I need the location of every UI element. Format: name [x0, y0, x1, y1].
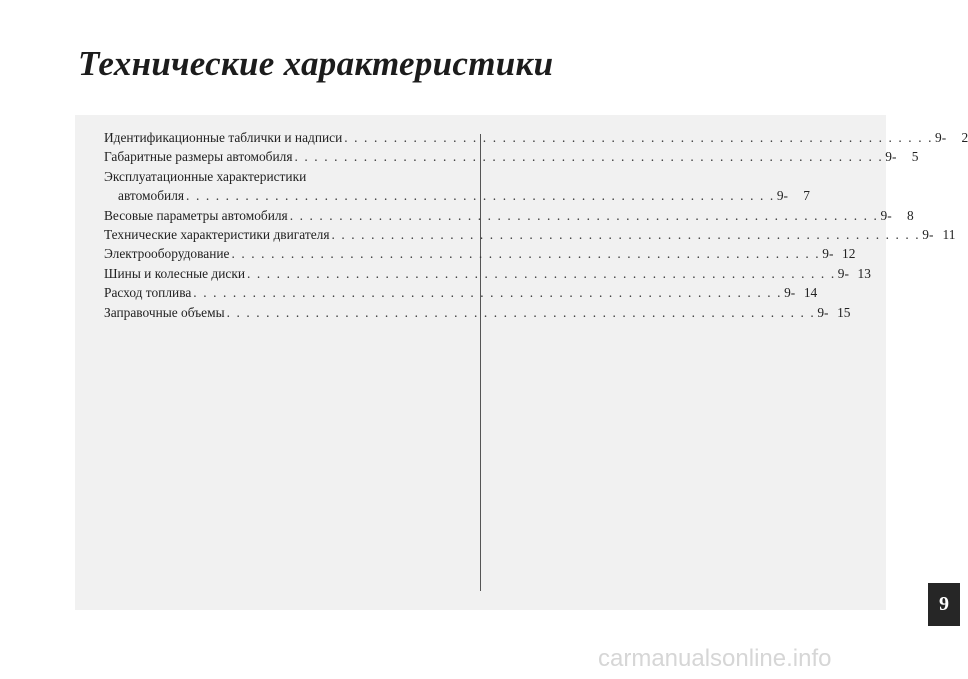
watermark: carmanualsonline.info: [598, 645, 832, 672]
toc-entry-chapter: 9-: [817, 304, 829, 320]
toc-entry-page: 8: [906, 207, 914, 223]
toc-entry-text: Расход топлива: [104, 285, 192, 301]
toc-entry-text: Заправочные объемы: [104, 304, 225, 320]
toc-entry-page: 5: [911, 149, 919, 165]
toc-entry-engine-specs[interactable]: [104, 225, 956, 244]
toc-dot-leader: . . . . . . . . . . . . . . . . . . . . . . . . . . . . . . . . . . . . . . . . . . . . . . . . . . . . . . . . . . . .: [186, 188, 775, 204]
toc-entry-performance[interactable]: [104, 186, 810, 205]
toc-entry-page: 11: [942, 227, 956, 243]
toc-entry-chapter: 9-: [885, 149, 897, 165]
toc-entry-tires-wheels[interactable]: [104, 264, 871, 283]
toc-entry-page: 12: [842, 246, 856, 262]
toc-dot-leader: . . . . . . . . . . . . . . . . . . . . . . . . . . . . . . . . . . . . . . . . . . . . . . . . . . . . . . . . . . . .: [247, 265, 836, 281]
toc-entry-identification-plates[interactable]: [104, 128, 968, 147]
toc-dot-leader: . . . . . . . . . . . . . . . . . . . . . . . . . . . . . . . . . . . . . . . . . . . . . . . . . . . . . . . . . . . .: [331, 227, 921, 243]
toc-entry-chapter: 9-: [776, 188, 788, 204]
toc-dot-leader: . . . . . . . . . . . . . . . . . . . . . . . . . . . . . . . . . . . . . . . . . . . . . . . . . . . . . . . . . . . .: [231, 246, 821, 262]
toc-entry-chapter: 9-: [935, 130, 947, 145]
toc-entry-page: 13: [857, 265, 871, 281]
toc-entry-page: 2: [961, 130, 968, 145]
table-of-contents: [104, 128, 968, 322]
toc-entry-text: Габаритные размеры автомобиля: [104, 149, 293, 165]
toc-entry-text: Эксплуатационные характеристики: [104, 168, 307, 184]
toc-entry-chapter: 9-: [822, 246, 834, 262]
toc-entry-text: Электрооборудование: [104, 246, 230, 262]
toc-entry-chapter: 9-: [837, 265, 849, 281]
toc-entry-text: автомобиля: [118, 188, 185, 204]
toc-dot-leader: . . . . . . . . . . . . . . . . . . . . . . . . . . . . . . . . . . . . . . . . . . . . . . . . . . . . . . . . . . . .: [294, 149, 884, 165]
toc-entry-page: 7: [803, 188, 810, 204]
toc-entry-electrical[interactable]: [104, 244, 856, 263]
toc-entry-page: 14: [803, 285, 818, 301]
toc-entry-chapter: 9-: [922, 227, 934, 243]
toc-dot-leader: . . . . . . . . . . . . . . . . . . . . . . . . . . . . . . . . . . . . . . . . . . . . . . . . . . . . . . . . . . . .: [289, 207, 879, 223]
toc-entry-text: Технические характеристики двигателя: [104, 227, 330, 243]
toc-entry-fuel-consumption[interactable]: [104, 283, 818, 302]
chapter-tab: [928, 583, 960, 626]
toc-entry-capacities[interactable]: [104, 303, 851, 322]
toc-entry-chapter: 9-: [784, 285, 796, 301]
toc-entry-page: 15: [837, 304, 851, 320]
chapter-number: 9: [939, 593, 949, 615]
toc-entry-text: Шины и колесные диски: [104, 265, 245, 281]
toc-entry-weights[interactable]: [104, 206, 914, 225]
toc-entry-text: Идентификационные таблички и надписи: [104, 130, 343, 145]
toc-entry-chapter: 9-: [880, 207, 892, 223]
page-title: Технические характеристики: [78, 44, 554, 83]
toc-dot-leader: . . . . . . . . . . . . . . . . . . . . . . . . . . . . . . . . . . . . . . . . . . . . . . . . . . . . . . . . . . . .: [193, 285, 783, 301]
toc-dot-leader: . . . . . . . . . . . . . . . . . . . . . . . . . . . . . . . . . . . . . . . . . . . . . . . . . . . . . . . . . . . .: [226, 304, 816, 320]
toc-entry-text: Весовые параметры автомобиля: [104, 207, 288, 223]
toc-entry-performance-heading[interactable]: [104, 167, 466, 186]
toc-dot-leader: . . . . . . . . . . . . . . . . . . . . . . . . . . . . . . . . . . . . . . . . . . . . . . . . . . . . . . . . . . . .: [344, 130, 934, 145]
toc-entry-dimensions[interactable]: [104, 147, 919, 166]
